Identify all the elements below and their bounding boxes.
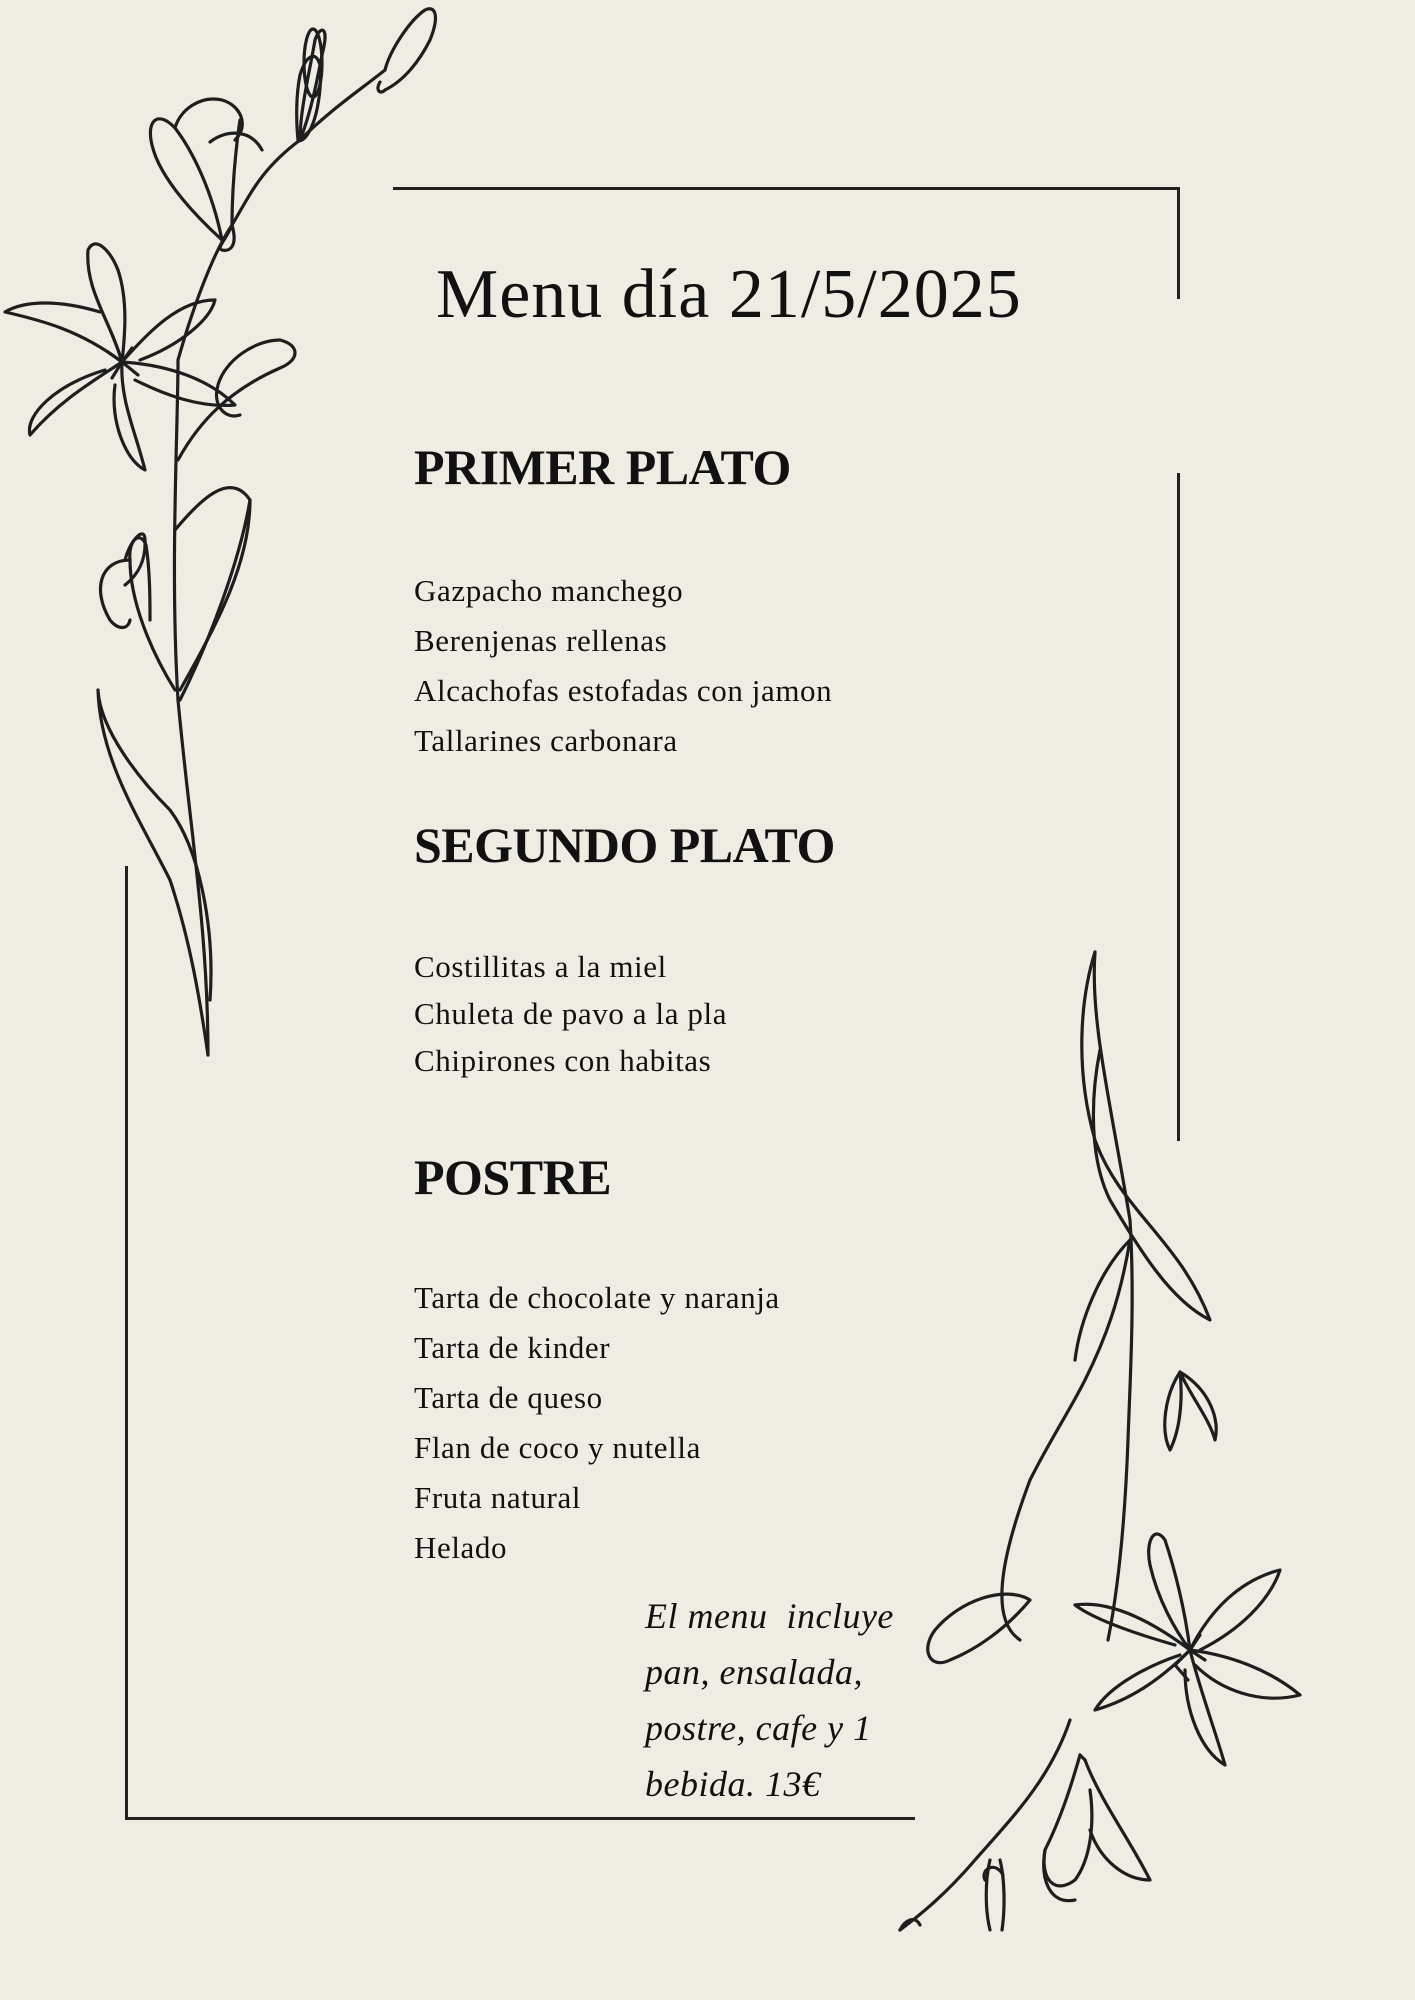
list-item: Fruta natural — [414, 1480, 582, 1515]
section-heading-postre: POSTRE — [414, 1149, 612, 1205]
list-item: Flan de coco y nutella — [414, 1430, 701, 1465]
list-item: Tarta de kinder — [414, 1330, 611, 1365]
item-list-segundo-plato — [414, 943, 727, 1084]
item-list-postre — [414, 1273, 780, 1573]
note-line: postre, cafe y 1 — [645, 1708, 872, 1748]
list-item: Helado — [414, 1530, 508, 1565]
list-item: Costillitas a la miel — [414, 949, 667, 984]
floral-bottom-right-icon — [900, 952, 1300, 1930]
list-item: Tarta de queso — [414, 1380, 603, 1415]
list-item: Gazpacho manchego — [414, 573, 684, 608]
list-item: Tallarines carbonara — [414, 723, 678, 758]
list-item: Tarta de chocolate y naranja — [414, 1280, 780, 1315]
list-item: Berenjenas rellenas — [414, 623, 668, 658]
section-heading-segundo-plato: SEGUNDO PLATO — [414, 817, 835, 873]
list-item: Chuleta de pavo a la pla — [414, 996, 728, 1031]
list-item: Alcachofas estofadas con jamon — [414, 673, 833, 708]
list-item: Chipirones con habitas — [414, 1043, 712, 1078]
menu-title: Menu día 21/5/2025 — [436, 256, 1022, 333]
note-line: bebida. 13€ — [645, 1764, 821, 1804]
item-list-primer-plato — [414, 566, 832, 766]
menu-included-note — [645, 1588, 945, 1812]
note-line: pan, ensalada, — [645, 1652, 863, 1692]
note-line: El menu incluye — [645, 1596, 894, 1636]
floral-top-left-icon — [5, 9, 435, 1055]
section-heading-primer-plato: PRIMER PLATO — [414, 439, 791, 495]
